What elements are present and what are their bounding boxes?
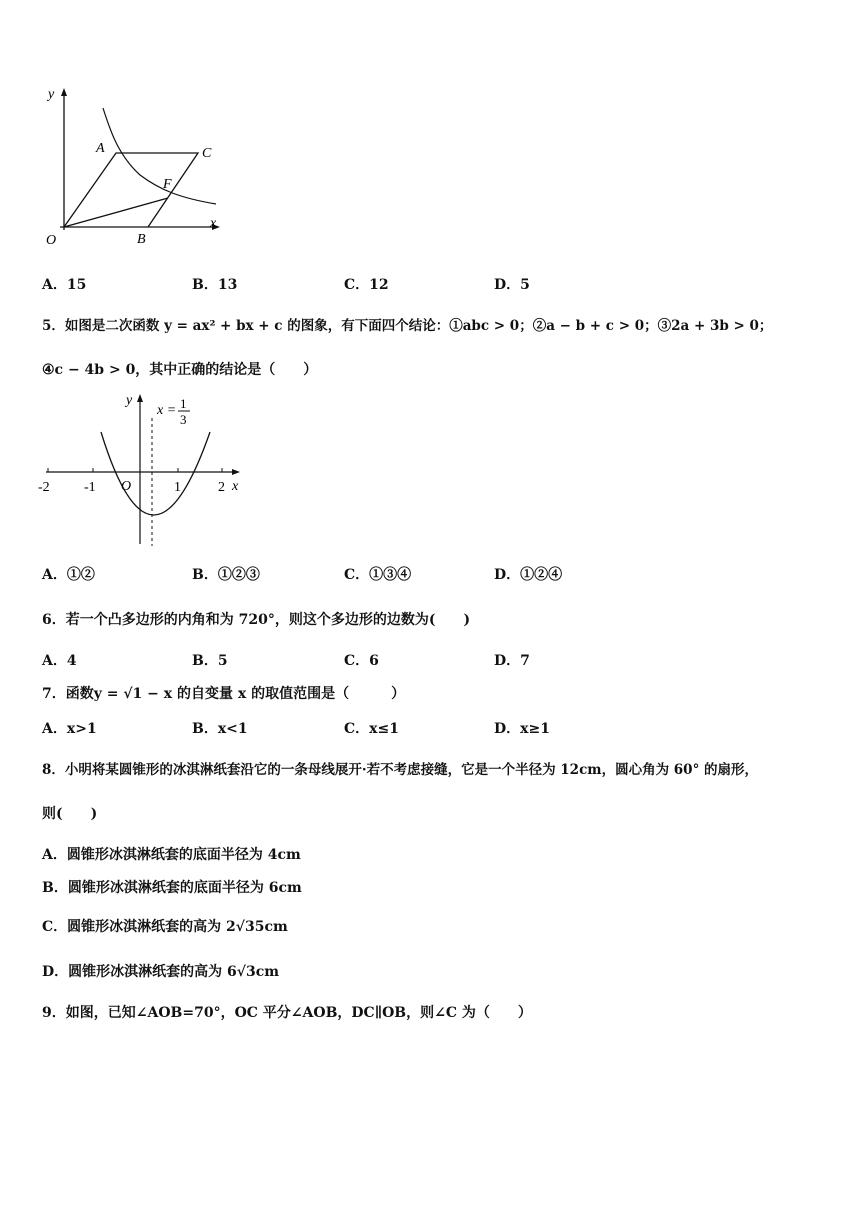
q9-stem: 9．如图，已知∠AOB=70°，OC 平分∠AOB，DC∥OB，则∠C 为（ ） — [42, 1005, 532, 1021]
q7-option-a: A．x>1 — [42, 721, 97, 737]
q5-option-c: C．①③④ — [344, 567, 412, 583]
q4-label-o: O — [46, 233, 57, 248]
q5-tick-2: 2 — [218, 480, 225, 495]
q4-option-b: B．13 — [192, 277, 238, 293]
q5-figure — [36, 388, 256, 548]
q6-option-b: B．5 — [192, 653, 228, 669]
q5-tick-neg1: -1 — [84, 480, 96, 495]
q4-label-c: C — [202, 146, 212, 161]
q7-option-b: B．x<1 — [192, 721, 248, 737]
q6-option-d: D．7 — [494, 653, 530, 669]
q5-frac-num: 1 — [180, 396, 187, 411]
q4-label-x: x — [210, 216, 217, 231]
q8-option-d: D．圆锥形冰淇淋纸套的高为 6√3cm — [42, 964, 280, 980]
q4-label-a: A — [96, 141, 105, 156]
q5-stem-line1: 5．如图是二次函数 y = ax² + bx + c 的图象，有下面四个结论：①abc > 0；②a − b + c > 0；③2a + 3b > 0； — [42, 318, 773, 334]
q5-label-o: O — [121, 479, 132, 494]
q7-stem: 7．函数y = √1 − x 的自变量 x 的取值范围是（ ） — [42, 686, 406, 702]
q4-label-f: F — [163, 177, 172, 192]
q4-figure — [30, 80, 230, 250]
q5-option-b: B．①②③ — [192, 567, 260, 583]
q4-label-b: B — [137, 232, 146, 247]
q4-label-y: y — [48, 87, 55, 102]
q5-option-a: A．①② — [42, 567, 95, 583]
q8-stem-line2: 则( ) — [42, 806, 98, 822]
q4-option-c: C．12 — [344, 277, 389, 293]
q8-stem-line1: 8．小明将某圆锥形的冰淇淋纸套沿它的一条母线展开·若不考虑接缝，它是一个半径为 12cm，圆心角为 60° 的扇形， — [42, 762, 759, 778]
q8-option-c: C．圆锥形冰淇淋纸套的高为 2√35cm — [42, 919, 288, 935]
q5-tick-neg2: -2 — [38, 480, 50, 495]
q5-axis-eq: x = — [157, 403, 177, 418]
q5-frac-den: 3 — [180, 412, 187, 427]
q5-label-y: y — [126, 393, 133, 408]
q6-option-a: A．4 — [42, 653, 77, 669]
q6-stem: 6．若一个凸多边形的内角和为 720°，则这个多边形的边数为( ) — [42, 612, 471, 628]
q5-label-x: x — [232, 479, 239, 494]
q5-stem-line2: ④c − 4b > 0，其中正确的结论是（ ） — [42, 362, 318, 378]
q8-option-b: B．圆锥形冰淇淋纸套的底面半径为 6cm — [42, 880, 302, 896]
q4-option-d: D．5 — [494, 277, 530, 293]
q5-tick-1: 1 — [174, 480, 181, 495]
q8-option-a: A．圆锥形冰淇淋纸套的底面半径为 4cm — [42, 847, 301, 863]
q6-option-c: C．6 — [344, 653, 379, 669]
q4-option-a: A．15 — [42, 277, 87, 293]
q5-option-d: D．①②④ — [494, 567, 563, 583]
q7-option-c: C．x≤1 — [344, 721, 399, 737]
q7-option-d: D．x≥1 — [494, 721, 550, 737]
